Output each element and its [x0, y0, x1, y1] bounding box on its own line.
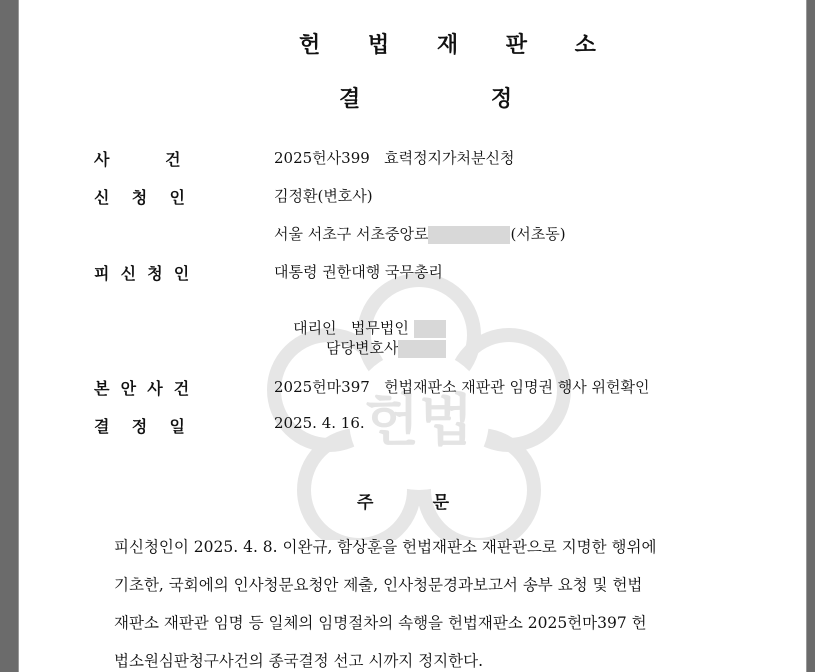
order-heading: 주 문 [357, 493, 450, 513]
redacted-block [414, 320, 446, 338]
field-label-main-case: 본 안 사 건 [94, 379, 190, 398]
address-suffix: (서초동) [510, 225, 566, 243]
address-text: 서울 서초구 서초중앙로 [274, 225, 429, 243]
redacted-block [428, 226, 510, 244]
field-value-respondent: 대통령 권한대행 국무총리 [274, 263, 443, 281]
field-value-case: 2025헌사399 효력정지가처분신청 [274, 149, 515, 167]
document-page [18, 0, 807, 672]
document-type-title: 결 정 [339, 86, 533, 112]
field-value-attorney [326, 337, 446, 358]
field-value-address [274, 223, 566, 244]
field-label-decision-date: 결 정 일 [94, 417, 185, 436]
field-label-respondent: 피 신 청 인 [94, 264, 190, 283]
field-value-decision-date: 2025. 4. 16. [274, 414, 365, 432]
agent-text: 대리인 법무법인 [293, 319, 409, 337]
attorney-text: 담당변호사 [326, 339, 399, 357]
redacted-block [398, 340, 446, 358]
order-line-1: 피신청인이 2025. 4. 8. 이완규, 함상훈을 헌법재판소 재판관으로 지명한 행위에 [114, 538, 657, 556]
order-line-4: 법소원심판청구사건의 종국결정 선고 시까지 정지한다. [114, 652, 484, 670]
field-label-applicant: 신 청 인 [94, 188, 185, 207]
order-line-3: 재판소 재판관 임명 등 일체의 임명절차의 속행을 헌법재판소 2025헌마397 헌 [114, 614, 647, 632]
svg-text:헌법: 헌법 [364, 388, 474, 454]
field-label-case: 사 건 [94, 150, 181, 169]
court-name-title: 헌 법 재 판 소 [299, 32, 616, 58]
field-value-applicant: 김정환(변호사) [274, 187, 373, 205]
field-value-main-case: 2025헌마397 헌법재판소 재판관 임명권 행사 위헌확인 [274, 378, 650, 396]
order-line-2: 기초한, 국회에의 인사청문요청안 제출, 인사청문경과보고서 송부 요청 및 헌법 [114, 576, 643, 594]
